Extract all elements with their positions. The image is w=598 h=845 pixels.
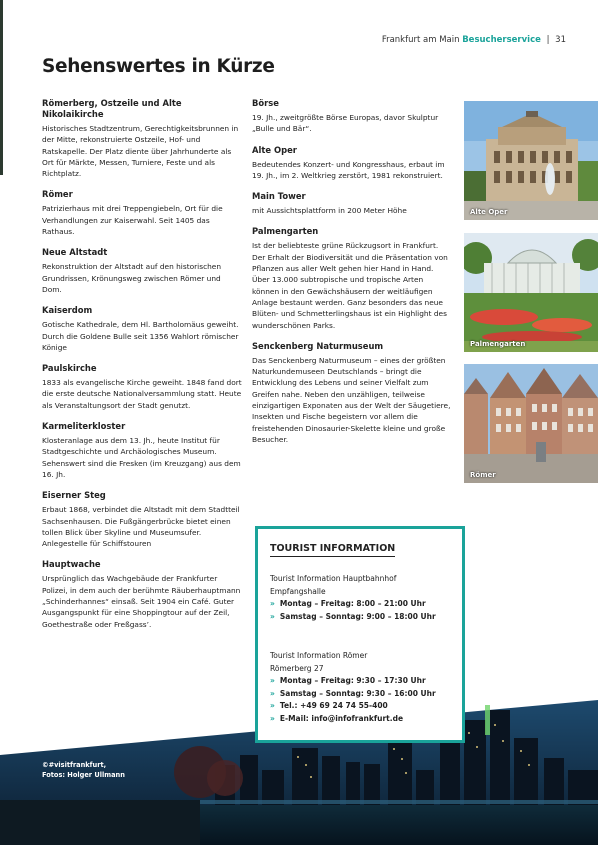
sight-heading: Main Tower — [252, 191, 306, 202]
sight-kaiserdom — [42, 305, 242, 353]
office-hours-list — [270, 675, 455, 725]
list-item — [270, 700, 455, 713]
sight-neue-altstadt — [42, 247, 242, 295]
office-roemer — [270, 650, 455, 725]
sight-alte-oper — [252, 145, 452, 182]
sight-text: Das Senckenberg Naturmuseum – eines der größten Naturkundemuseen Deutschlands – bringt die Entwicklung des Lebens und seiner Vielfalt zum Greifen nahe. Neben den unzähligen, teilweise einzigartigen Exponaten aus der Welt der Säugetiere, Insekten und Fische begeistern vor allem die freistehenden Dinosaurier-Skelette kleine und große Besucher. — [252, 355, 451, 444]
sight-roemerberg — [42, 98, 242, 179]
tourist-info-title: TOURIST INFORMATION — [270, 543, 395, 557]
office-name: Tourist Information Hauptbahnhof — [270, 574, 397, 583]
sight-text: Gotische Kathedrale, dem Hl. Bartholomäus geweiht. Durch die Goldene Bulle seit 1356 Wahlort römischer Könige — [42, 320, 239, 352]
sight-main-tower — [252, 191, 452, 216]
list-item — [270, 688, 455, 701]
sight-text: Erbaut 1868, verbindet die Altstadt mit dem Stadtteil Sachsenhausen. Die Fußgängerbrücke bietet einen tollen Blick über Skyline und Museumsufer. Anlegestelle für Schiffstouren — [42, 505, 240, 549]
header-separator: | — [546, 35, 550, 45]
sight-heading: Alte Oper — [252, 144, 297, 155]
credit-line: ©#visitfrankfurt, — [42, 761, 107, 769]
sight-text: 19. Jh., zweitgrößte Börse Europas, davor Skulptur „Bulle und Bär“. — [252, 113, 439, 134]
page-header — [382, 35, 566, 45]
sight-heading: Römer — [42, 189, 73, 200]
bullet-icon: » — [270, 599, 275, 608]
sight-heading: Hauptwache — [42, 559, 101, 570]
list-item — [270, 598, 455, 611]
hours-text: Montag – Freitag: 9:30 – 17:30 Uhr — [279, 676, 426, 685]
sight-senckenberg — [252, 341, 452, 445]
bullet-icon: » — [270, 676, 275, 685]
sight-text: Historisches Stadtzentrum, Gerechtigkeitsbrunnen in der Mitte, rekonstruierte Ostzeile, Hof- und Ratskapelle. Der Platz diente über Jahrhunderte als Ort für Märkte, Messen, Turniere, Feste und als Richtplatz. — [42, 124, 239, 179]
sight-text: Ist der beliebteste grüne Rückzugsort in Frankfurt. Der Erhalt der Biodiversität und die Präsentation von Pflanzen aus aller Welt gehen hier Hand in Hand. Über 13.000 subtropische und tropische Arten können in den Gewächshäusern der weitläufigen Anlage bestaunt werden. Ganz besonders das neue Blüten- und Schmetterlingshaus ist ein Highlight des wunderschönen Parks. — [252, 241, 448, 330]
office-hours-list — [270, 598, 455, 623]
list-item — [270, 611, 455, 624]
roemer-image — [464, 364, 598, 483]
sight-heading: Börse — [252, 98, 279, 108]
sight-text: Bedeutendes Konzert- und Kongresshaus, erbaut im 19. Jh., im 2. Weltkrieg zerstört, 1981 rekonstruiert. — [252, 159, 445, 180]
list-item — [270, 713, 455, 726]
sight-palmengarten — [252, 226, 452, 330]
sight-heading: Paulskirche — [42, 363, 97, 374]
sight-heading: Neue Altstadt — [42, 247, 108, 258]
sight-text: Rekonstruktion der Altstadt auf den historischen Grundrissen, Krönungsweg zwischen Römer und Dom. — [42, 262, 222, 294]
sight-text: Patrizierhaus mit drei Treppengiebeln, Ort für die Verhandlungen zur Kaiserwahl. Seit 1405 das Rathaus. — [42, 204, 223, 237]
right-column — [252, 98, 452, 455]
hours-text: Samstag – Sonntag: 9:00 – 18:00 Uhr — [279, 611, 436, 621]
sight-paulskirche — [42, 363, 242, 411]
hours-text: Montag – Freitag: 8:00 – 21:00 Uhr — [279, 599, 426, 608]
sight-heading: Kaiserdom — [42, 305, 93, 316]
bullet-icon: » — [270, 701, 275, 710]
header-city: Frankfurt am Main — [381, 35, 460, 45]
sight-heading: Palmengarten — [252, 226, 319, 237]
page-edge-strip — [0, 0, 3, 175]
sight-heading: Karmeliterkloster — [42, 421, 126, 432]
list-item — [270, 675, 455, 688]
sight-heading: Eiserner Steg — [42, 490, 106, 501]
phone-text[interactable]: Tel.: +49 69 24 74 55-400 — [279, 701, 388, 710]
office-name: Tourist Information Römer — [270, 651, 368, 660]
photo-caption: Römer — [470, 471, 496, 479]
tourist-information-box — [255, 526, 465, 743]
sight-roemer — [42, 189, 242, 237]
sight-text: Klosteranlage aus dem 13. Jh., heute Institut für Stadtgeschichte und Archäologisches Museum. Sehenswert sind die Fresken (im Kreuzgang) aus dem 16. Jh. — [42, 436, 241, 479]
sight-heading: Römerberg, Ostzeile und Alte Nikolaikirche — [42, 98, 182, 119]
alte-oper-image — [464, 101, 598, 220]
photo-palmengarten — [464, 233, 598, 352]
credit-line: Fotos: Holger Ullmann — [42, 771, 125, 779]
office-location: Römerberg 27 — [270, 663, 324, 673]
office-hauptbahnhof — [270, 573, 455, 623]
sight-karmeliterkloster — [42, 421, 242, 480]
bullet-icon: » — [270, 713, 275, 723]
photo-alte-oper — [464, 101, 598, 220]
bullet-icon: » — [270, 611, 275, 621]
left-column — [42, 98, 242, 640]
page-title: Sehenswertes in Kürze — [42, 56, 275, 77]
bullet-icon: » — [270, 688, 275, 698]
office-location: Empfangshalle — [270, 586, 326, 596]
hours-text: Samstag – Sonntag: 9:30 – 16:00 Uhr — [279, 688, 436, 698]
sight-text: Ursprünglich das Wachgebäude der Frankfurter Polizei, in dem auch der berühmte Räuberhauptmann „Schinderhannes“ einsaß. Seit 1904 ein Café. Guter Ausgangspunkt für eine Shoppingtour auf der Zeil, Goethestraße oder Freßgass’. — [42, 574, 241, 629]
header-section: Besucherservice — [462, 35, 541, 45]
sight-eiserner-steg — [42, 490, 242, 549]
photo-caption: Palmengarten — [470, 340, 526, 348]
email-link[interactable]: E-Mail: info@infofrankfurt.de — [279, 713, 404, 723]
sight-boerse — [252, 98, 452, 135]
photo-credits — [42, 760, 125, 780]
photo-caption: Alte Oper — [470, 208, 508, 216]
sight-heading: Senckenberg Naturmuseum — [252, 340, 384, 351]
sight-text: 1833 als evangelische Kirche geweiht. 1848 fand dort die erste deutsche Nationalversammlung statt. Heute als Veranstaltungsort der Stadt genutzt. — [42, 378, 242, 410]
sight-text: mit Aussichtsplattform in 200 Meter Höhe — [252, 206, 407, 216]
page-number: 31 — [555, 35, 566, 45]
sight-hauptwache — [42, 559, 242, 629]
palmengarten-image — [464, 233, 598, 352]
photo-roemer — [464, 364, 598, 483]
